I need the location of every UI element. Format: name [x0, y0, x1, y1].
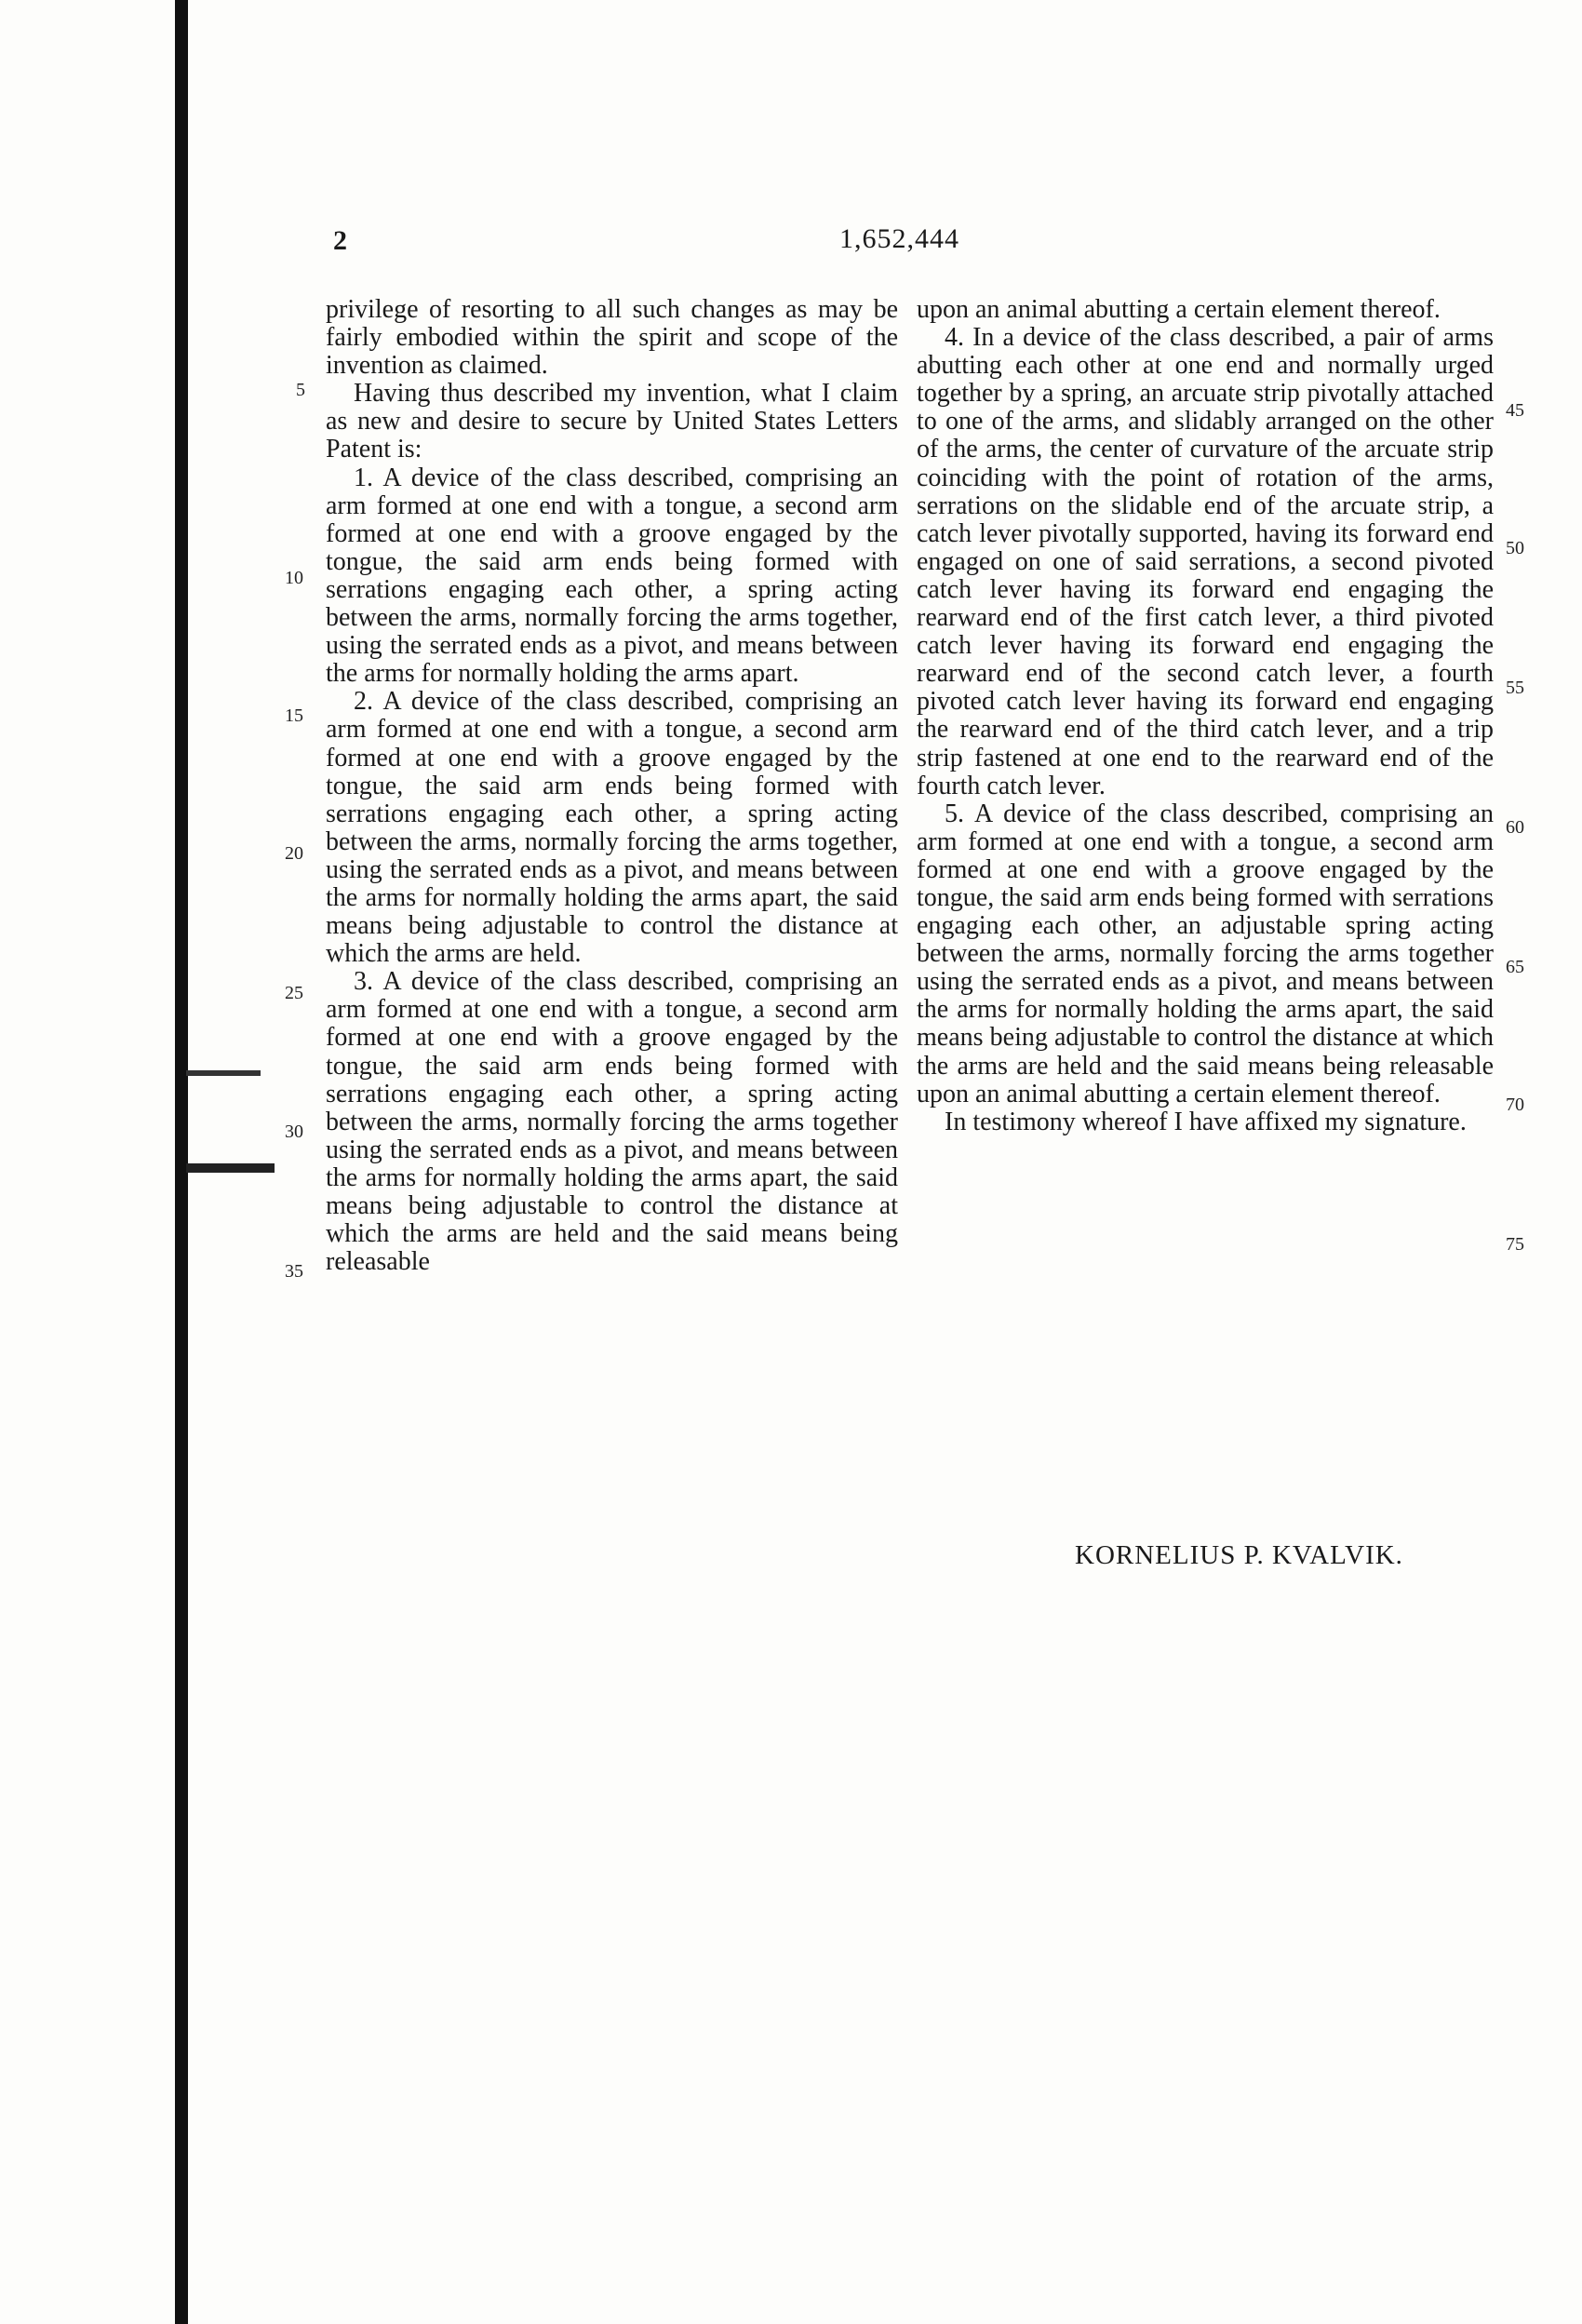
line-number: 55 — [1506, 678, 1524, 698]
line-number: 75 — [1506, 1234, 1524, 1255]
patent-number: 1,652,444 — [839, 223, 959, 254]
claim-3: 3. A device of the class described, comprising an arm formed at one end with a tongue, a second arm formed at one end with a groove engaged by the tongue, the said arm ends being formed with serrations engaging each other, a spring acting between the arms, normally forcing the arms together using the serrated ends as a pivot, and means between the arms for normally holding the arms apart, the said means being adjustable to control the distance at which the arms are held and the said means being releasable — [326, 967, 898, 1277]
scan-artifact — [186, 1070, 261, 1076]
line-number: 60 — [1506, 817, 1524, 838]
testimony-line: In testimony whereof I have affixed my signature. — [945, 1107, 1467, 1136]
right-column — [917, 296, 1494, 1136]
claim-2: 2. A device of the class described, comprising an arm formed at one end with a tongue, a second arm formed at one end with a groove engaged by the tongue, the said arm ends being formed with serrations engaging each other, a spring acting between the arms, normally forcing the arms together, using the serrated ends as a pivot, and means between the arms for normally holding the arms apart, the said means being adjustable to control the distance at which the arms are held. — [326, 687, 898, 969]
page-number: 2 — [333, 225, 347, 256]
scan-edge — [175, 0, 188, 2324]
line-number: 35 — [285, 1261, 303, 1282]
inventor-signature: KORNELIUS P. KVALVIK. — [1075, 1540, 1403, 1570]
line-number: 10 — [285, 568, 303, 588]
scan-artifact — [186, 1163, 275, 1173]
line-number: 30 — [285, 1122, 303, 1142]
line-number: 20 — [285, 843, 303, 864]
line-number: 25 — [285, 983, 303, 1003]
line-number: 50 — [1506, 538, 1524, 558]
right-paragraph-0: upon an animal abutting a certain element thereof. — [917, 295, 1441, 324]
line-number: 5 — [296, 380, 305, 400]
line-number: 65 — [1506, 957, 1524, 977]
left-paragraph-1: Having thus described my invention, what I claim as new and desire to secure by United States Letters Patent is: — [326, 379, 898, 464]
left-paragraph-0: privilege of resorting to all such changes as may be fairly embodied within the spirit and scope of the invention as claimed. — [326, 295, 898, 381]
line-number: 15 — [285, 705, 303, 726]
claim-5: 5. A device of the class described, comprising an arm formed at one end with a tongue, a second arm formed at one end with a groove engaged by the tongue, the said arm ends being formed with serrations engaging each other, an adjustable spring acting between the arms, normally forcing the arms together using the serrated ends as a pivot, and means between the arms for normally holding the arms apart, the said means being adjustable to control the distance at which the arms are held and the said means being releasable upon an animal abutting a certain element thereof. — [917, 799, 1494, 1108]
line-number: 45 — [1506, 400, 1524, 421]
claim-4: 4. In a device of the class described, a pair of arms abutting each other at one end and normally urged together by a spring, an arcuate strip pivotally attached to one of the arms, and slidably arranged on the other of the arms, the center of curvature of the arcuate strip coinciding with the point of rotation of the arms, serrations on the slidable end of the arcuate strip, a catch lever pivotally supported, having its forward end engaged on one of said serrations, a second pivoted catch lever having its forward end engaging the rearward end of the first catch lever, a third pivoted catch lever having its forward end engaging the rearward end of the second catch lever, a fourth pivoted catch lever having its forward end engaging the rearward end of the third catch lever, and a trip strip fastened at one end to the rearward end of the fourth catch lever. — [917, 323, 1494, 800]
line-number: 70 — [1506, 1095, 1524, 1115]
claim-1: 1. A device of the class described, comprising an arm formed at one end with a tongue, a second arm formed at one end with a groove engaged by the tongue, the said arm ends being formed with serrations engaging each other, a spring acting between the arms, normally forcing the arms together, using the serrated ends as a pivot, and means between the arms for normally holding the arms apart. — [326, 463, 898, 689]
left-column — [326, 296, 898, 1276]
